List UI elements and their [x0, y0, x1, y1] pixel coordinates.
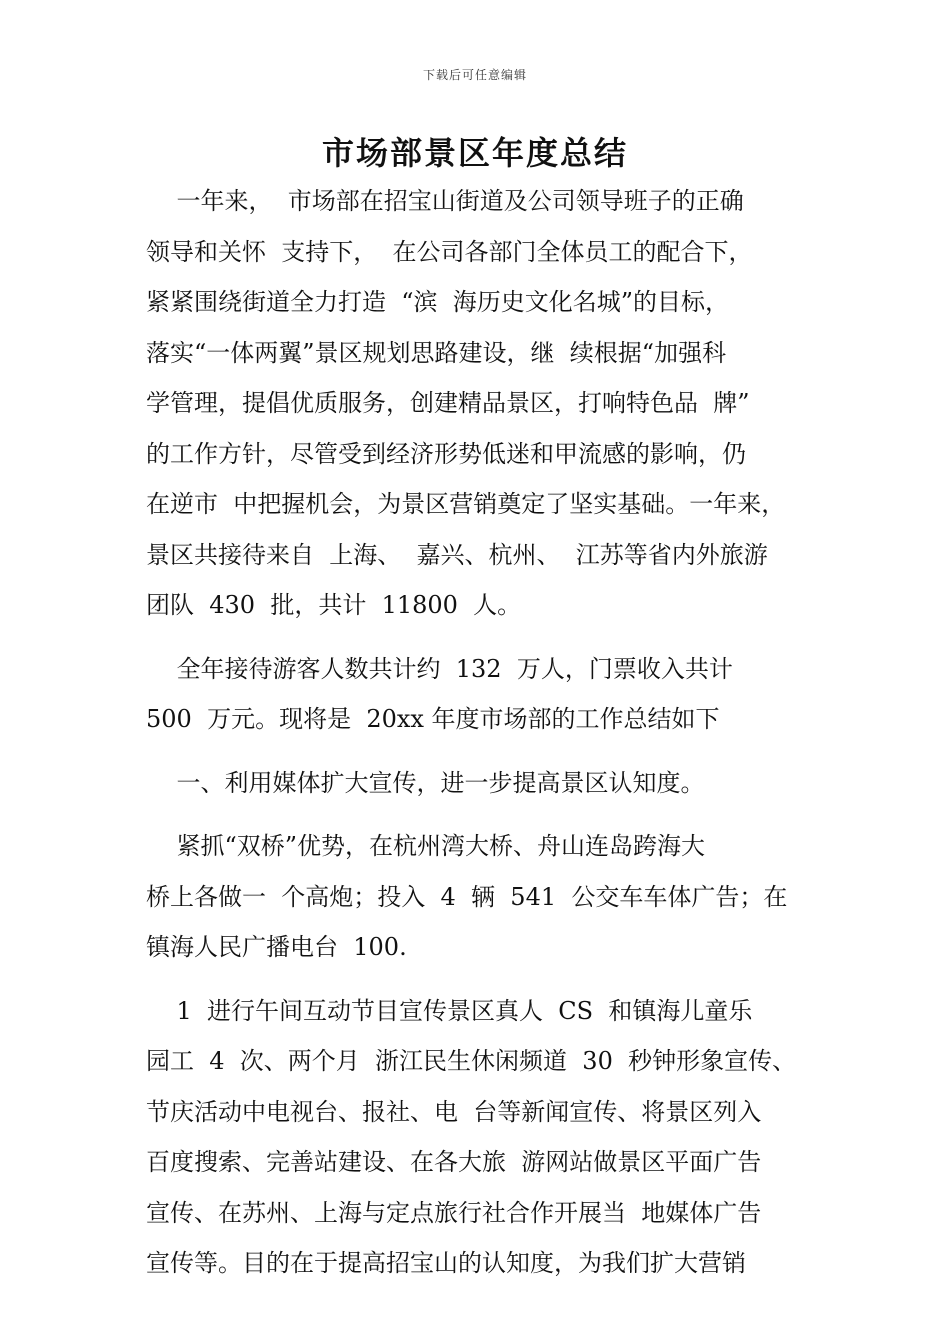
text-line: 园工 4 次、两个月 浙江民生休闲频道 30 秒钟形象宣传、	[146, 1047, 797, 1075]
text-line: 紧抓“双桥”优势，在杭州湾大桥、舟山连岛跨海大	[146, 832, 706, 860]
document-body	[146, 176, 826, 1289]
text-line: 宣传等。目的在于提高招宝山的认知度，为我们扩大营销	[146, 1249, 746, 1277]
text-line: 全年接待游客人数共计约 132 万人，门票收入共计	[146, 654, 733, 683]
paragraph-gap	[146, 973, 826, 986]
text-line: 落实“一体两翼”景区规划思路建设，继 续根据“加强科	[146, 338, 727, 367]
text-line: 宣传、在苏州、上海与定点旅行社合作开展当 地媒体广告	[146, 1198, 762, 1227]
text-line: 一年来， 市场部在招宝山街道及公司领导班子的正确	[146, 187, 744, 215]
text-line: 学管理，提倡优质服务，创建精品景区，打响特色品 牌”	[146, 389, 750, 417]
text-line: 500 万元。现将是 20xx 年度市场部的工作总结如下	[146, 705, 720, 733]
paragraph-gap	[146, 745, 826, 758]
text-line: 镇海人民广播电台 100.	[146, 933, 407, 961]
section-heading-1	[146, 758, 826, 809]
text-line: 一、利用媒体扩大宣传，进一步提高景区认知度。	[146, 768, 705, 797]
text-line: 1 进行午间互动节目宣传景区真人 CS 和镇海儿童乐	[146, 996, 753, 1025]
paragraph-1	[146, 176, 826, 631]
paragraph-4	[146, 821, 826, 973]
text-line: 节庆活动中电视台、报社、电 台等新闻宣传、将景区列入	[146, 1097, 762, 1126]
paragraph-gap	[146, 631, 826, 644]
text-line: 景区共接待来自 上海、 嘉兴、杭州、 江苏等省内外旅游	[146, 540, 768, 569]
text-line: 团队 430 批，共计 11800 人。	[146, 591, 522, 619]
header-note: 下载后可任意编辑	[422, 68, 527, 82]
text-line: 领导和关怀 支持下， 在公司各部门全体员工的配合下，	[146, 237, 753, 266]
paragraph-2	[146, 644, 826, 745]
document-title: 市场部景区年度总结	[321, 134, 628, 172]
text-line: 百度搜索、完善站建设、在各大旅 游网站做景区平面广告	[146, 1148, 762, 1176]
paragraph-gap	[146, 808, 826, 821]
text-line: 桥上各做一 个高炮；投入 4 辆 541 公交车车体广告；在	[146, 882, 788, 911]
paragraph-5	[146, 986, 826, 1289]
text-line: 的工作方针，尽管受到经济形势低迷和甲流感的影响，仍	[146, 439, 746, 468]
text-line: 在逆市 中把握机会，为景区营销奠定了坚实基础。一年来，	[146, 490, 786, 518]
text-line: 紧紧围绕街道全力打造 “滨 海历史文化名城”的目标，	[146, 288, 730, 316]
